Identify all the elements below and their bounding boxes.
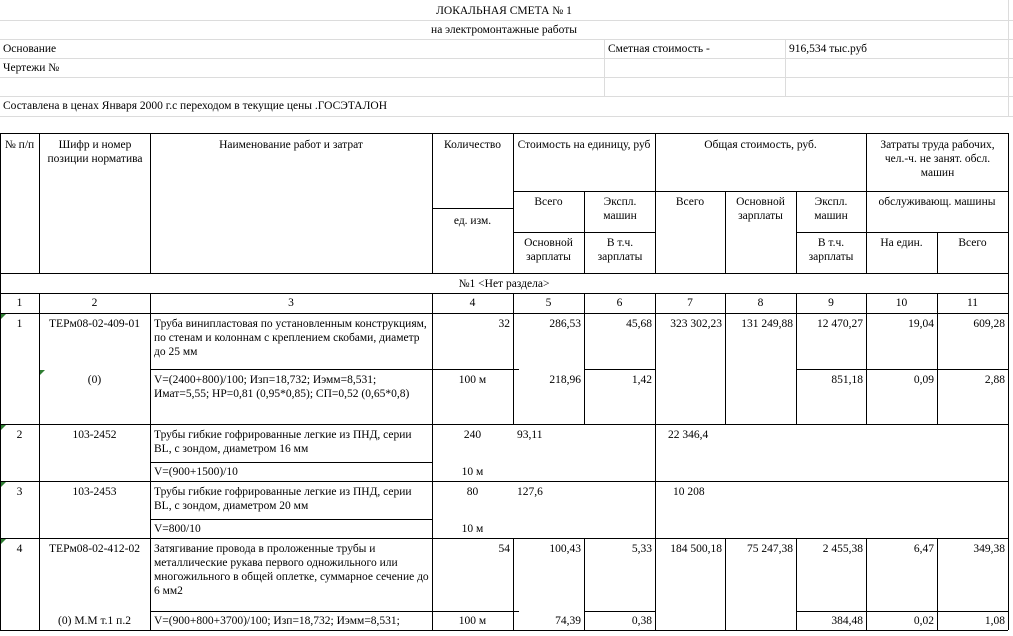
- col-tot-mach-header: Экспл. машин: [814, 196, 848, 222]
- row-c11: 609,28: [973, 318, 1005, 330]
- row-c7: 184 500,18: [670, 543, 722, 555]
- row-s5: 218,96: [549, 374, 581, 386]
- col-total-cost-header: Общая стоимость, руб.: [704, 139, 817, 151]
- col-number: 7: [687, 297, 693, 309]
- row-c6: 5,33: [631, 543, 652, 555]
- section-title: №1 <Нет раздела>: [458, 278, 550, 290]
- row-unit: 100 м: [458, 374, 487, 386]
- cost-label: Сметная стоимость -: [608, 43, 710, 55]
- row-c7: 10 208: [673, 486, 705, 498]
- col-number: 8: [757, 297, 764, 309]
- col-number: 5: [545, 297, 552, 309]
- col-unit-header: ед. изм.: [453, 215, 492, 227]
- document-title: ЛОКАЛЬНАЯ СМЕТА № 1: [436, 5, 572, 17]
- col-labor-service-header: обслуживающ. машины: [878, 196, 996, 208]
- col-unit-total-header: Всего: [534, 196, 563, 208]
- row-s11: 1,08: [984, 615, 1005, 627]
- row-s6: 1,42: [631, 374, 652, 386]
- row-name: Трубы гибкие гофрированные легкие из ПНД, серии BL, с зондом, диаметром 20 мм: [154, 486, 412, 512]
- col-code-header: Шифр и номер позиции норматива: [47, 139, 143, 165]
- col-name-header: Наименование работ и затрат: [219, 139, 363, 151]
- row-formula: V=800/10: [154, 523, 201, 535]
- row-formula: V=(900+800+3700)/100; Изп=18,732; Иэмм=8,531;: [154, 615, 400, 627]
- col-number: 9: [828, 297, 834, 309]
- row-c10: 6,47: [913, 543, 934, 555]
- col-labor-header: Затраты труда рабочих, чел.-ч. не занят. обсл. машин: [880, 139, 995, 179]
- row-qty: 32: [498, 318, 510, 330]
- row-c5: 286,53: [549, 318, 581, 330]
- row-c7: 22 346,4: [668, 429, 709, 441]
- row-sub-code: (0) М.М т.1 п.2: [58, 615, 131, 627]
- col-unit-incl-header: В т.ч. зарплаты: [597, 237, 643, 263]
- row-code: 103-2452: [72, 429, 117, 441]
- row-name: Затягивание провода в проложенные трубы и металлические рукава первого одножильного или многожильного в общей оплетке, суммарное сечение до 6 мм2: [154, 543, 429, 597]
- row-s9: 851,18: [831, 374, 863, 386]
- col-unit-wage-header: Основной зарплаты: [524, 237, 573, 263]
- row-code: ТЕРм08-02-409-01: [49, 318, 140, 330]
- row-s10: 0,09: [913, 374, 934, 386]
- col-unit-cost-header: Стоимость на единицу, руб: [517, 139, 651, 151]
- col-labor-total-header: Всего: [958, 237, 987, 249]
- col-qty-header: Количество: [444, 139, 501, 151]
- col-tot-total-header: Всего: [675, 196, 705, 208]
- col-num-header: № п/п: [4, 139, 35, 151]
- col-unit-mach-header: Экспл. машин: [603, 196, 637, 222]
- row-c8: 131 249,88: [741, 318, 793, 330]
- row-qty: 80: [466, 486, 479, 498]
- basis-label: Основание: [3, 43, 57, 55]
- row-c5: 93,11: [517, 429, 543, 441]
- col-number: 10: [895, 297, 908, 309]
- col-number: 1: [16, 297, 23, 309]
- col-number: 11: [966, 297, 979, 309]
- row-qty: 240: [463, 429, 482, 441]
- row-qty: 54: [498, 543, 510, 555]
- row-c11: 349,38: [973, 543, 1005, 555]
- row-c9: 2 455,38: [822, 543, 863, 555]
- row-c5: 100,43: [549, 543, 581, 555]
- row-num: 2: [16, 429, 23, 441]
- row-c6: 45,68: [626, 318, 652, 330]
- row-s10: 0,02: [913, 615, 934, 627]
- row-num: 1: [16, 318, 23, 330]
- row-sub-code: (0): [87, 374, 102, 386]
- col-tot-wage-header: Основной зарплаты: [736, 196, 785, 222]
- col-labor-unit-header: На един.: [880, 237, 923, 249]
- col-number: 4: [469, 297, 476, 309]
- col-number: 6: [616, 297, 623, 309]
- row-s6: 0,38: [631, 615, 652, 627]
- row-s9: 384,48: [831, 615, 863, 627]
- row-unit: 10 м: [461, 523, 484, 535]
- row-num: 3: [16, 486, 23, 498]
- row-unit: 100 м: [458, 615, 487, 627]
- col-tot-incl-header: В т.ч. зарплаты: [808, 237, 854, 263]
- row-unit: 10 м: [461, 466, 484, 478]
- row-c10: 19,04: [908, 318, 934, 330]
- row-s5: 74,39: [555, 615, 581, 627]
- row-code: 103-2453: [72, 486, 117, 498]
- document-subtitle: на электромонтажные работы: [431, 24, 577, 36]
- row-c7: 323 302,23: [670, 318, 722, 330]
- row-name: Трубы гибкие гофрированные легкие из ПНД, серии BL, с зондом, диаметром 16 мм: [154, 429, 412, 455]
- cost-value: 916,534 тыс.руб: [789, 43, 868, 55]
- row-s11: 2,88: [984, 374, 1005, 386]
- col-number: 2: [91, 297, 98, 309]
- row-name: Труба винипластовая по установленным конструкциям, по стенам и колоннам с креплением скобами, диаметр до 25 мм: [154, 318, 427, 358]
- row-c5: 127,6: [517, 486, 543, 498]
- row-c9: 12 470,27: [817, 318, 863, 330]
- prices-note: Составлена в ценах Января 2000 г.с переходом в текущие цены .ГОСЭТАЛОН: [3, 100, 388, 112]
- row-formula: V=(2400+800)/100; Изп=18,732; Иэмм=8,531; Имат=5,55; НР=0,81 (0,95*0,85); СП=0,52 (0,65*0,8): [154, 374, 410, 400]
- row-c8: 75 247,38: [747, 543, 793, 555]
- col-number: 3: [288, 297, 294, 309]
- row-code: ТЕРм08-02-412-02: [49, 543, 140, 555]
- row-formula: V=(900+1500)/10: [154, 466, 238, 478]
- row-num: 4: [16, 543, 23, 555]
- drawings-label: Чертежи №: [3, 62, 60, 74]
